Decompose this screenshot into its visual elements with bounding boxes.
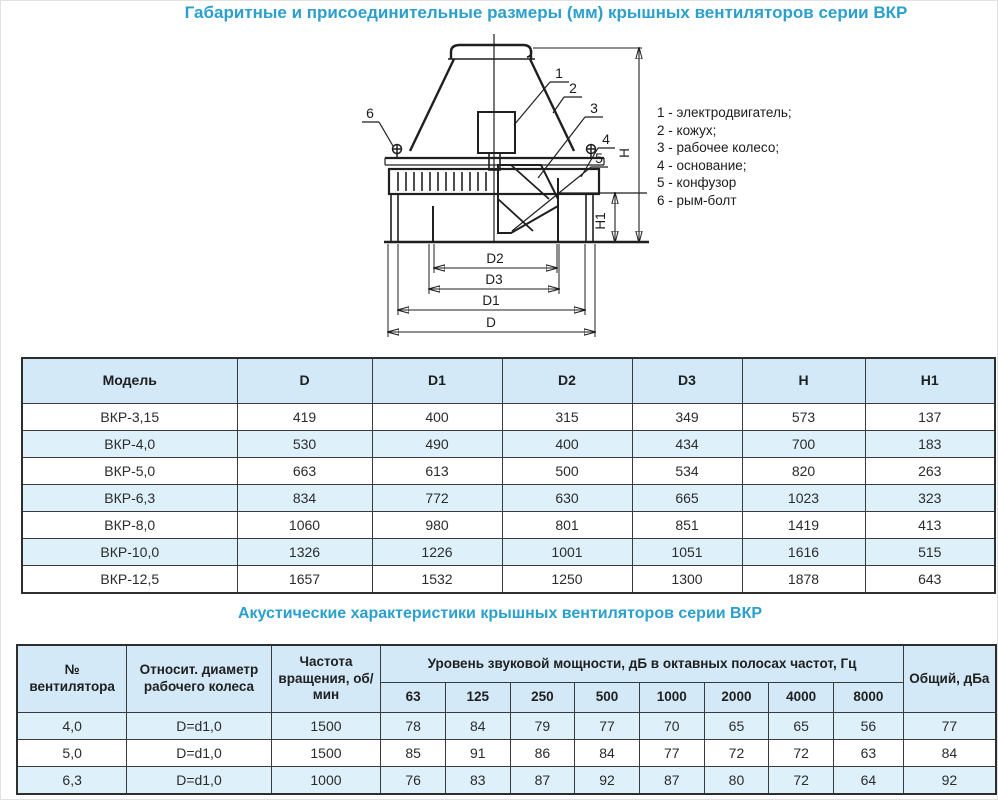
callout-6 <box>362 105 393 146</box>
cap-curl <box>527 50 531 57</box>
acoustic-header-row-1 <box>17 645 996 683</box>
dimensions-table <box>21 357 996 594</box>
cell-d: 530 <box>237 431 372 458</box>
cell-level: 87 <box>510 767 575 795</box>
cell-level: 64 <box>834 767 904 795</box>
legend-item: 6 - рым-болт <box>657 192 737 208</box>
col-header-freq-1000: 1000 <box>639 683 704 713</box>
dim-label-h1: H1 <box>593 212 608 230</box>
table-row <box>17 740 996 767</box>
cell-d2: 1250 <box>502 566 632 594</box>
cell-rpm: 1500 <box>271 713 381 740</box>
cell-d: 1326 <box>237 539 372 566</box>
cell-h1: 323 <box>865 485 995 512</box>
cell-rel-diameter: D=d1,0 <box>127 740 271 767</box>
cell-h: 1616 <box>742 539 865 566</box>
legend-item: 1 - электродвигатель; <box>657 105 792 120</box>
cell-h: 1878 <box>742 566 865 594</box>
cell-d1: 772 <box>372 485 502 512</box>
cell-h1: 263 <box>865 458 995 485</box>
cell-model: ВКР-4,0 <box>22 431 237 458</box>
legend-item: 3 - рабочее колесо; <box>657 140 780 155</box>
cell-level: 80 <box>704 767 769 795</box>
cell-d2: 801 <box>502 512 632 539</box>
callout-2-number: 2 <box>569 80 577 96</box>
cell-level: 72 <box>704 740 769 767</box>
col-header-d2: D2 <box>502 358 632 404</box>
table-row <box>22 404 995 431</box>
cell-d2: 630 <box>502 485 632 512</box>
cell-model: ВКР-8,0 <box>22 512 237 539</box>
cell-d3: 851 <box>632 512 742 539</box>
col-header-rel-diameter: Относит. диаметр рабочего колеса <box>127 645 271 713</box>
col-header-fan-no: № вентилятора <box>17 645 127 713</box>
callout-2 <box>553 80 582 113</box>
cell-d3: 349 <box>632 404 742 431</box>
cell-d3: 434 <box>632 431 742 458</box>
cell-level: 84 <box>575 740 640 767</box>
cell-level: 76 <box>381 767 446 795</box>
cell-level: 79 <box>510 713 575 740</box>
cell-d3: 1300 <box>632 566 742 594</box>
cell-d1: 1532 <box>372 566 502 594</box>
cell-fan-no: 5,0 <box>17 740 127 767</box>
cell-d: 834 <box>237 485 372 512</box>
col-header-freq-63: 63 <box>381 683 446 713</box>
cell-d3: 665 <box>632 485 742 512</box>
cell-model: ВКР-3,15 <box>22 404 237 431</box>
col-header-model: Модель <box>22 358 237 404</box>
cell-d2: 500 <box>502 458 632 485</box>
cell-total: 84 <box>903 740 996 767</box>
callout-1-number: 1 <box>555 65 563 81</box>
cell-d1: 1226 <box>372 539 502 566</box>
dim-label-d2: D2 <box>486 251 504 266</box>
cell-fan-no: 4,0 <box>17 713 127 740</box>
table-row <box>22 458 995 485</box>
cell-h1: 515 <box>865 539 995 566</box>
cell-d2: 315 <box>502 404 632 431</box>
cone-right-edge <box>530 59 574 151</box>
dim-label-d3: D3 <box>485 272 503 287</box>
cell-d3: 1051 <box>632 539 742 566</box>
cell-d2: 1001 <box>502 539 632 566</box>
table-row <box>22 485 995 512</box>
cell-h: 700 <box>742 431 865 458</box>
callout-4-number: 4 <box>602 131 610 147</box>
col-header-total: Общий, дБа <box>903 645 996 713</box>
cell-d1: 400 <box>372 404 502 431</box>
cell-level: 91 <box>445 740 510 767</box>
cell-rpm: 1500 <box>271 740 381 767</box>
cell-d1: 490 <box>372 431 502 458</box>
cell-level: 83 <box>445 767 510 795</box>
cell-model: ВКР-6,3 <box>22 485 237 512</box>
table-row <box>17 713 996 740</box>
cell-level: 56 <box>834 713 904 740</box>
parts-legend <box>657 104 792 209</box>
dim-label-h: H <box>617 148 632 158</box>
cell-level: 65 <box>769 713 834 740</box>
cell-h1: 413 <box>865 512 995 539</box>
col-header-h1: H1 <box>865 358 995 404</box>
table-row <box>17 767 996 795</box>
col-header-freq-8000: 8000 <box>834 683 904 713</box>
dim-label-d1: D1 <box>482 293 500 308</box>
col-header-freq-2000: 2000 <box>704 683 769 713</box>
cone-left-edge <box>410 59 454 151</box>
cell-h: 1419 <box>742 512 865 539</box>
callout-1-leader <box>514 82 550 125</box>
cell-rel-diameter: D=d1,0 <box>127 713 271 740</box>
col-header-freq-250: 250 <box>510 683 575 713</box>
callout-3 <box>538 100 603 178</box>
cell-level: 65 <box>704 713 769 740</box>
cell-d1: 613 <box>372 458 502 485</box>
dim-label-d: D <box>486 315 496 330</box>
cell-total: 77 <box>903 713 996 740</box>
cell-d: 663 <box>237 458 372 485</box>
legend-item: 2 - кожух; <box>657 122 717 138</box>
cell-model: ВКР-12,5 <box>22 566 237 594</box>
callout-1 <box>514 65 569 125</box>
cell-h: 820 <box>742 458 865 485</box>
table-row <box>22 431 995 458</box>
col-header-sound-power: Уровень звуковой мощности, дБ в октавных полосах частот, Гц <box>381 645 903 683</box>
col-header-freq-4000: 4000 <box>769 683 834 713</box>
fan-diagram <box>331 29 651 351</box>
table-row <box>22 539 995 566</box>
acoustic-table <box>16 644 997 795</box>
legend-item: 4 - основание; <box>657 157 747 173</box>
cell-h1: 643 <box>865 566 995 594</box>
section-title-acoustic: Акустические характеристики крышных вентиляторов серии ВКР <box>237 605 763 622</box>
cell-level: 63 <box>834 740 904 767</box>
cell-level: 87 <box>639 767 704 795</box>
col-header-rotation: Частота вращения, об/мин <box>271 645 381 713</box>
cell-d: 1060 <box>237 512 372 539</box>
cell-rel-diameter: D=d1,0 <box>127 767 271 795</box>
col-header-d3: D3 <box>632 358 742 404</box>
cell-fan-no: 6,3 <box>17 767 127 795</box>
cell-total: 92 <box>903 767 996 795</box>
cell-d: 419 <box>237 404 372 431</box>
col-header-freq-125: 125 <box>445 683 510 713</box>
page-title: Габаритные и присоединительные размеры (мм) крышных вентиляторов серии ВКР <box>184 3 908 22</box>
base-legs <box>391 194 593 242</box>
motor <box>478 112 515 153</box>
cell-d: 1657 <box>237 566 372 594</box>
cell-model: ВКР-10,0 <box>22 539 237 566</box>
callout-3-number: 3 <box>590 100 598 116</box>
cell-d1: 980 <box>372 512 502 539</box>
cell-level: 72 <box>769 740 834 767</box>
col-header-d1: D1 <box>372 358 502 404</box>
louver-slats <box>398 172 486 191</box>
dimensions-table-header-row <box>22 358 995 404</box>
cell-level: 92 <box>575 767 640 795</box>
eye-bolt-left <box>392 144 402 158</box>
cell-level: 77 <box>639 740 704 767</box>
cell-h: 573 <box>742 404 865 431</box>
cell-level: 70 <box>639 713 704 740</box>
cell-level: 77 <box>575 713 640 740</box>
cell-model: ВКР-5,0 <box>22 458 237 485</box>
col-header-h: H <box>742 358 865 404</box>
legend-item: 5 - конфузор <box>657 175 737 190</box>
cell-d3: 534 <box>632 458 742 485</box>
cell-level: 85 <box>381 740 446 767</box>
cell-rpm: 1000 <box>271 767 381 795</box>
table-row <box>22 566 995 594</box>
callout-6-leader <box>379 122 393 146</box>
col-header-d: D <box>237 358 372 404</box>
cell-h1: 137 <box>865 404 995 431</box>
callout-5-number: 5 <box>595 150 603 166</box>
table-row <box>22 512 995 539</box>
cell-h: 1023 <box>742 485 865 512</box>
cell-level: 84 <box>445 713 510 740</box>
col-header-freq-500: 500 <box>575 683 640 713</box>
callout-2-leader <box>553 97 564 113</box>
cell-d2: 400 <box>502 431 632 458</box>
impeller-blade-2 <box>498 199 533 231</box>
cell-level: 78 <box>381 713 446 740</box>
cap <box>451 45 531 59</box>
cell-h1: 183 <box>865 431 995 458</box>
cell-level: 72 <box>769 767 834 795</box>
callout-6-number: 6 <box>366 105 374 121</box>
cell-level: 86 <box>510 740 575 767</box>
